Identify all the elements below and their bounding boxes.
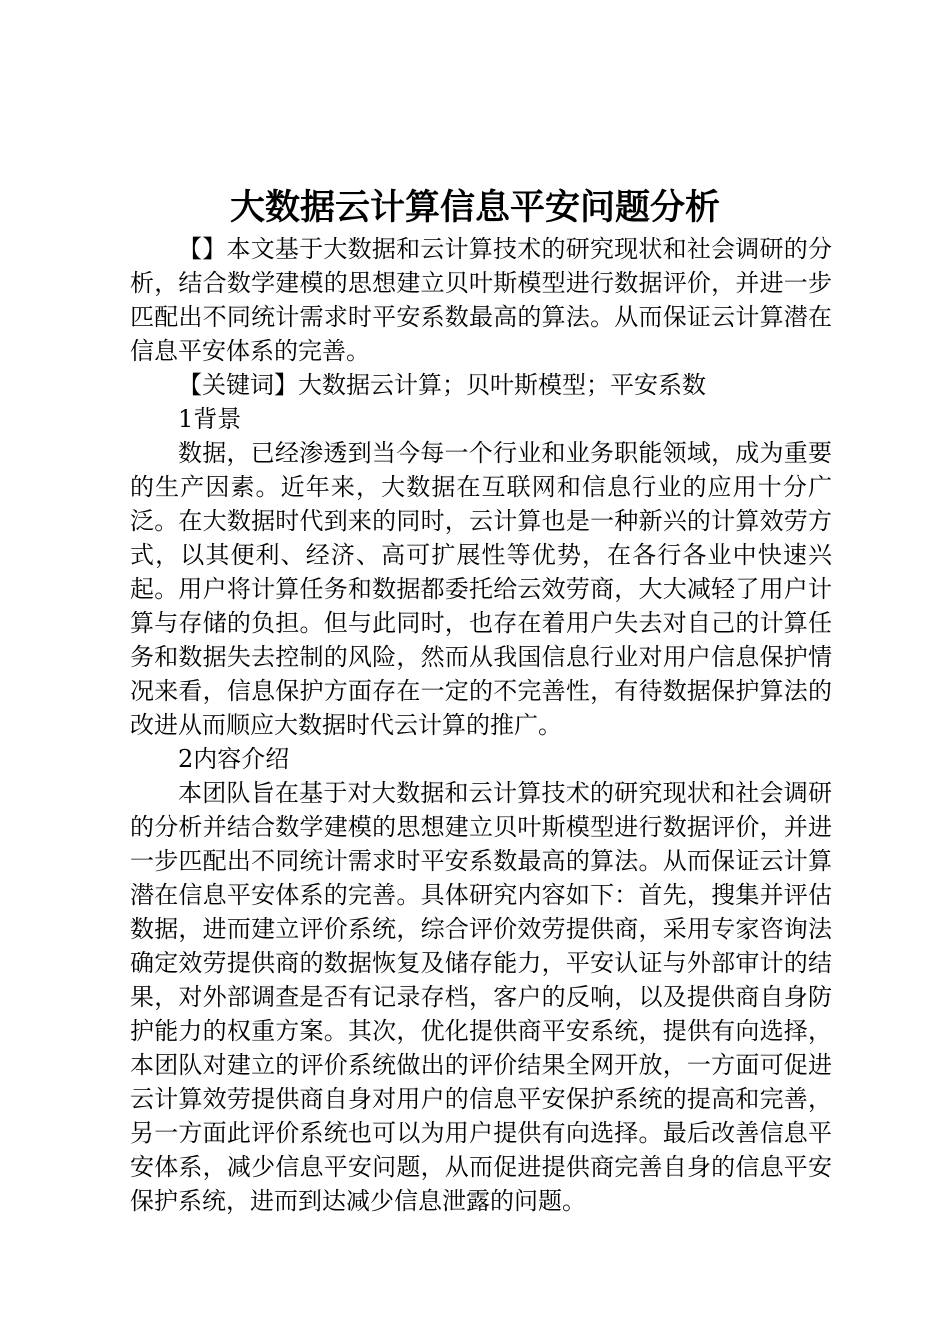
keywords-paragraph: 【关键词】大数据云计算；贝叶斯模型；平安系数 bbox=[178, 371, 706, 399]
content-paragraph: 本团队旨在基于对大数据和云计算技术的研究现状和社会调研的分析并结合数学建模的思想建立贝叶斯模型进行数据评价，并进一步匹配出不同统计需求时平安系数最高的算法。从而保证云计算潜在信息平安体系的完善。具体研究内容如下：首先，搜集并评估数据，进而建立评价系统，综合评价效劳提供商，采用专家咨询法确定效劳提供商的数据恢复及储存能力，平安认证与外部审计的结果，对外部调查是否有记录存档，客户的反响，以及提供商自身防护能力的权重方案。其次，优化提供商平安系统，提供有向选择，本团队对建立的评价系统做出的评价结果全网开放，一方面可促进云计算效劳提供商自身对用户的信息平安保护系统的提高和完善，另一方面此评价系统也可以为用户提供有向选择。最后改善信息平安体系，减少信息平安问题，从而促进提供商完善自身的信息平安保护系统，进而到达减少信息泄露的问题。 bbox=[130, 779, 832, 1215]
document-title: 大数据云计算信息平安问题分析 bbox=[229, 187, 720, 228]
background-paragraph: 数据，已经渗透到当今每一个行业和业务职能领域，成为重要的生产因素。近年来，大数据在互联网和信息行业的应用十分广泛。在大数据时代到来的同时，云计算也是一种新兴的计算效劳方式，以其便利、经济、高可扩展性等优势，在各行各业中快速兴起。用户将计算任务和数据都委托给云效劳商，大大减轻了用户计算与存储的负担。但与此同时，也存在着用户失去对自己的计算任务和数据失去控制的风险，然而从我国信息行业对用户信息保护情况来看，信息保护方面存在一定的不完善性，有待数据保护算法的改进从而顺应大数据时代云计算的推广。 bbox=[130, 439, 832, 739]
abstract-paragraph: 【】本文基于大数据和云计算技术的研究现状和社会调研的分析，结合数学建模的思想建立贝叶斯模型进行数据评价，并进一步匹配出不同统计需求时平安系数最高的算法。从而保证云计算潜在信息平安体系的完善。 bbox=[130, 235, 832, 365]
section-heading-content: 2内容介绍 bbox=[178, 745, 290, 773]
section-heading-background: 1背景 bbox=[178, 405, 242, 433]
document-body bbox=[130, 232, 832, 1218]
